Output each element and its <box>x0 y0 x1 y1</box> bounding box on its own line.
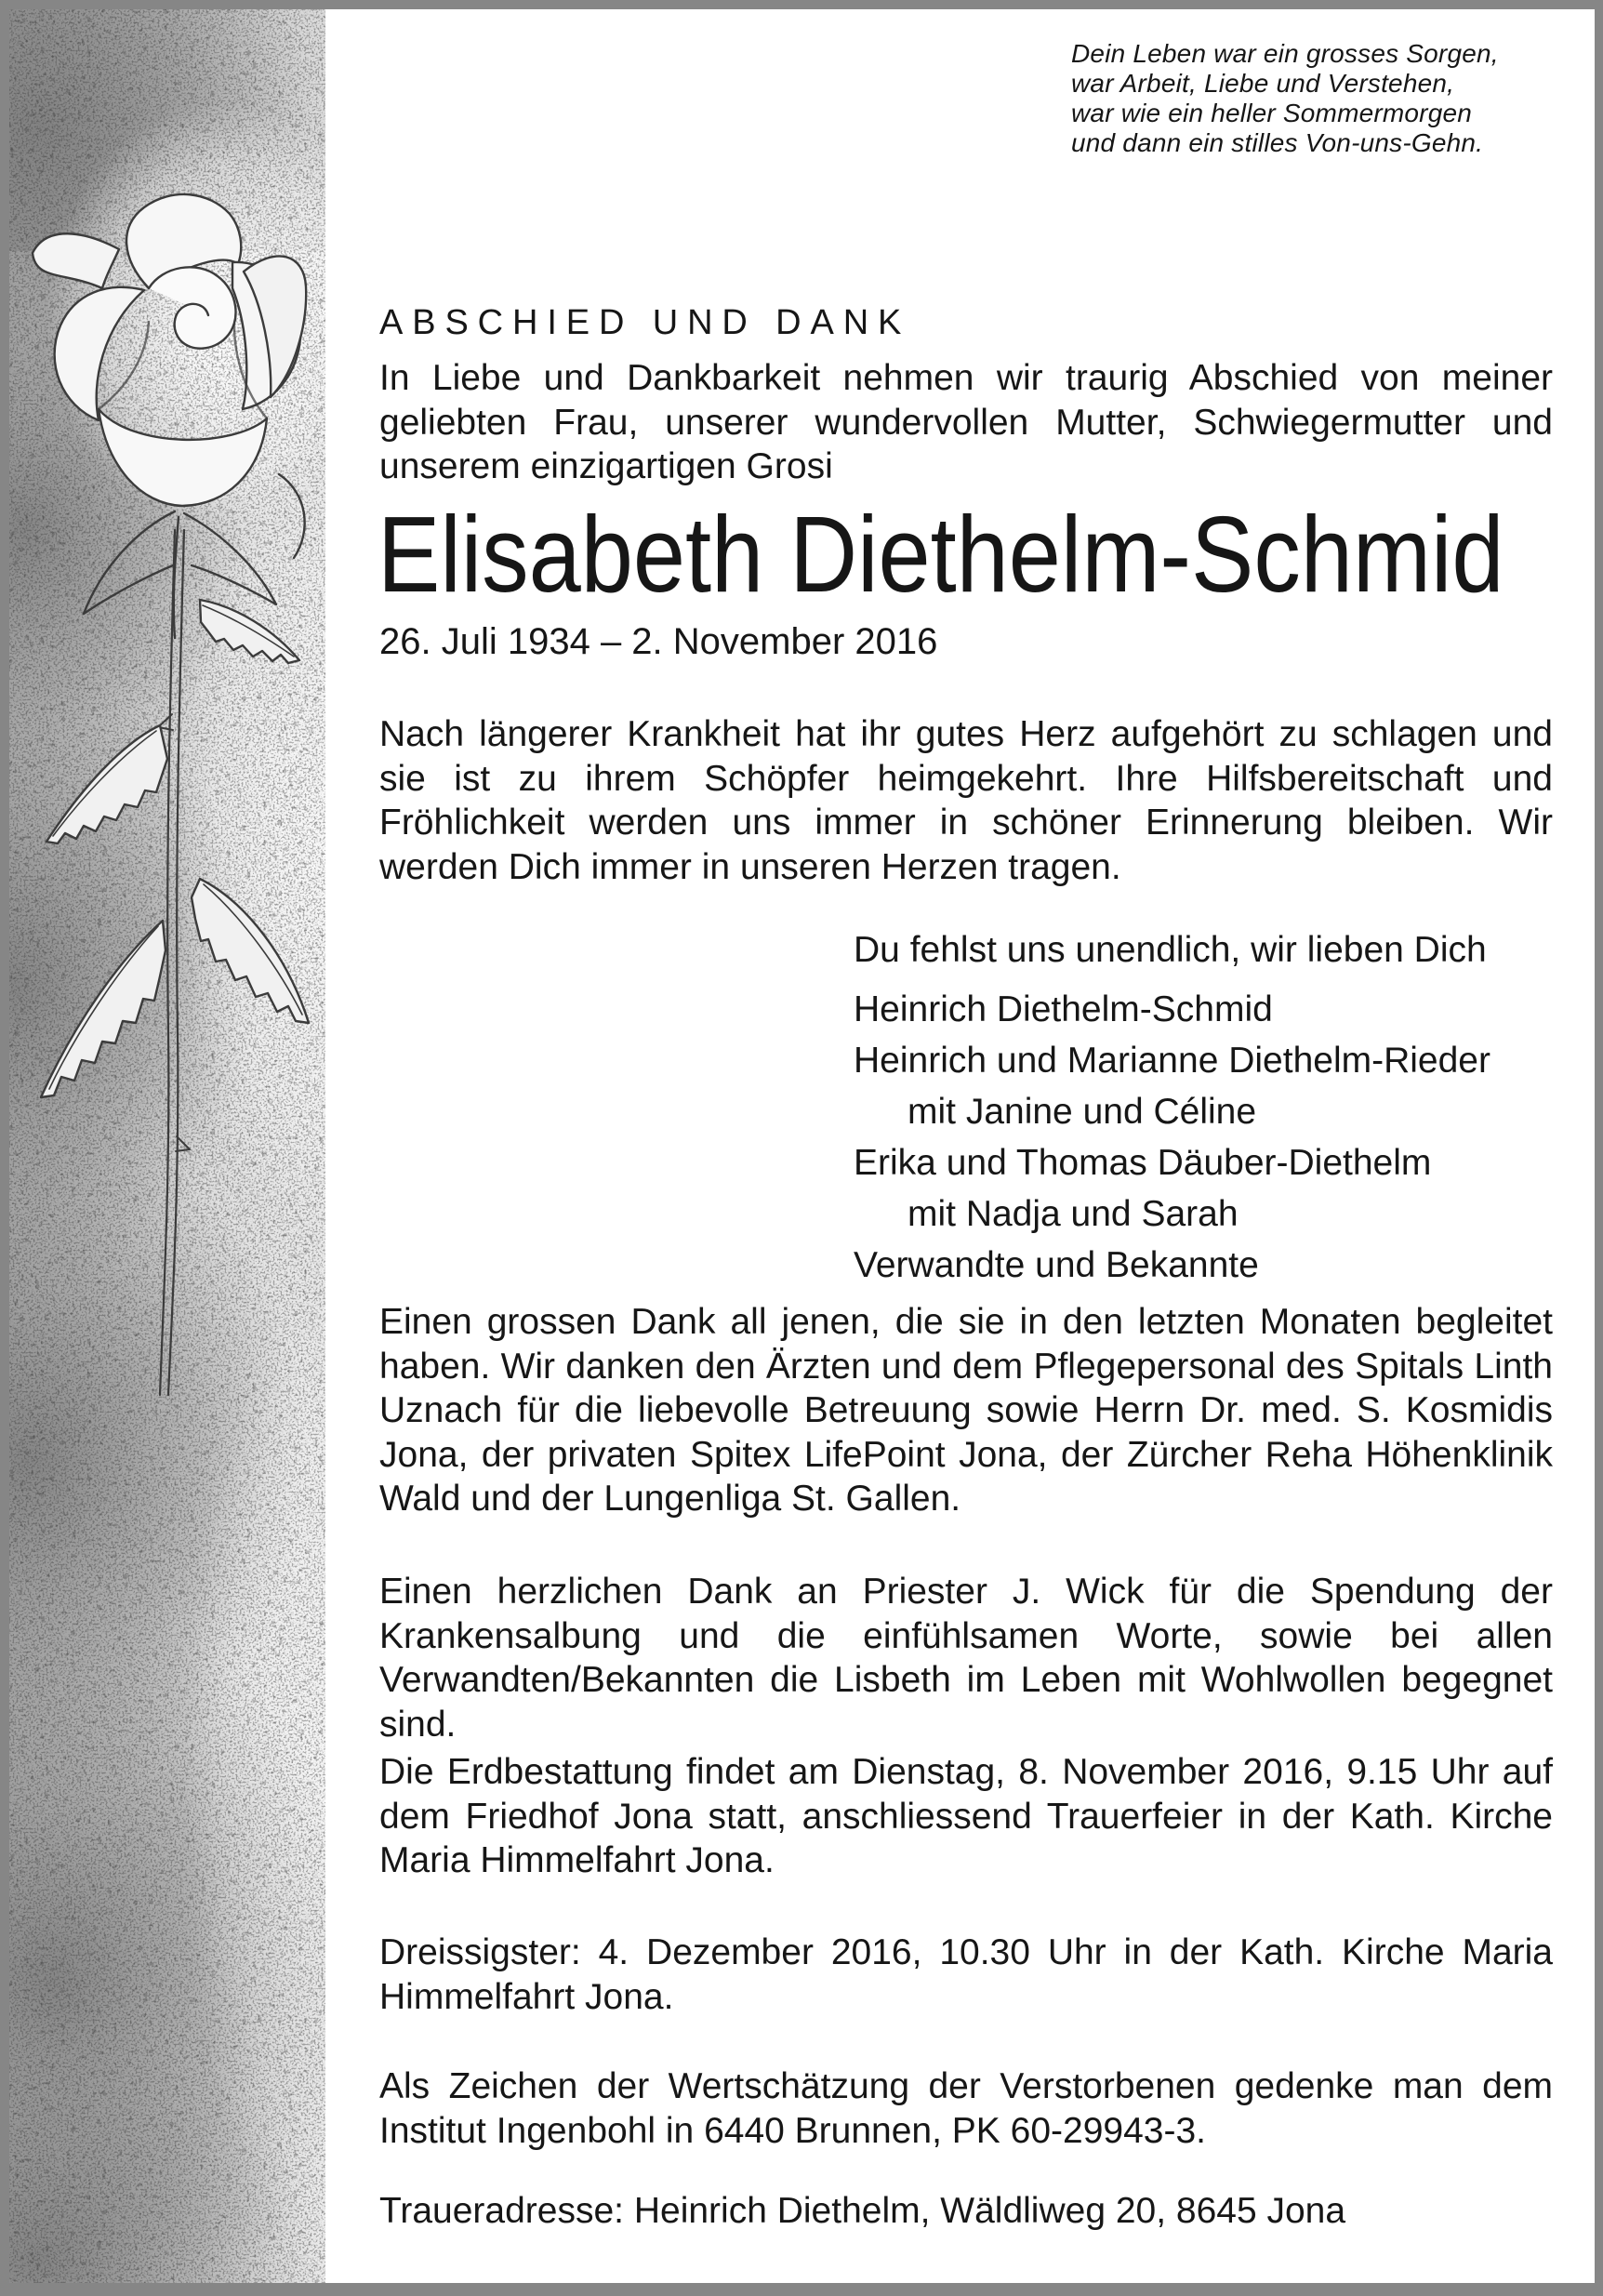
epigraph-line: war wie ein heller Sommermorgen <box>1071 99 1473 127</box>
farewell-line: Du fehlst uns unendlich, wir lieben Dich <box>854 930 1487 970</box>
page-title: ABSCHIED UND DANK <box>379 303 911 342</box>
thanks-priest-paragraph: Einen herzlichen Dank an Priester J. Wick für die Spendung der Krankensalbung und die einfühlsamen Worte, sowie bei allen Verwandten/Bekannten die Lisbeth im Leben mit Wohlwollen begegnet sind. <box>379 1572 1553 1745</box>
mourner-item: Heinrich Diethelm-Schmid <box>854 989 1273 1029</box>
mourner-item: Erika und Thomas Däuber-Diethelm <box>854 1143 1432 1183</box>
thanks-caregivers-paragraph: Einen grossen Dank all jenen, die sie in den letzten Monaten begleitet haben. Wir danken den Ärzten und dem Pflegepersonal des Spitals Linth Uznach für die liebevolle Betreuung sowie Herrn Dr. med. S. Kosmidis Jona, der privaten Spitex LifePoint Jona, der Zürcher Reha Höhenklinik Wald und der Lungenliga St. Gallen. <box>379 1302 1553 1519</box>
mourner-item-grandchildren: mit Janine und Céline <box>907 1092 1257 1132</box>
deceased-name: Elisabeth Diethelm-Schmid <box>378 494 1504 615</box>
thirtieth-mass-paragraph: Dreissigster: 4. Dezember 2016, 10.30 Uhr in der Kath. Kirche Maria Himmelfahrt Jona. <box>379 1932 1553 2017</box>
rose-sketch-svg <box>9 9 325 2283</box>
epigraph-line: war Arbeit, Liebe und Verstehen, <box>1071 69 1455 98</box>
mourner-item: Verwandte und Bekannte <box>854 1245 1259 1285</box>
obituary-paragraph: Nach längerer Krankheit hat ihr gutes Herz aufgehört zu schlagen und sie ist zu ihrem Schöpfer heimgekehrt. Ihre Hilfsbereitschaft und Fröhlichkeit werden uns immer in schöner Erinnerung bleiben. Wir werden Dich immer in unseren Herzen tragen. <box>379 714 1553 887</box>
epigraph-line: und dann ein stilles Von-uns-Gehn. <box>1071 128 1484 157</box>
epigraph-line: Dein Leben war ein grosses Sorgen, <box>1071 39 1499 68</box>
rose-sketch <box>9 9 325 2283</box>
epigraph-poem <box>1071 39 1555 158</box>
intro-paragraph: In Liebe und Dankbarkeit nehmen wir traurig Abschied von meiner geliebten Frau, unserer wundervollen Mutter, Schwiegermutter und unserem einzigartigen Grosi <box>379 358 1553 486</box>
mourners-list <box>854 984 1490 1291</box>
donation-paragraph: Als Zeichen der Wertschätzung der Verstorbenen gedenke man dem Institut Ingenbohl in 6440 Brunnen, PK 60-29943-3. <box>379 2066 1553 2151</box>
mourning-address: Traueradresse: Heinrich Diethelm, Wäldliweg 20, 8645 Jona <box>379 2191 1346 2231</box>
burial-details-paragraph: Die Erdbestattung findet am Dienstag, 8. November 2016, 9.15 Uhr auf dem Friedhof Jona statt, anschliessend Trauerfeier in der Kath. Kirche Maria Himmelfahrt Jona. <box>379 1752 1553 1880</box>
life-dates: 26. Juli 1934 – 2. November 2016 <box>379 621 938 662</box>
mourner-item: Heinrich und Marianne Diethelm-Rieder <box>854 1041 1490 1081</box>
mourner-item-grandchildren: mit Nadja und Sarah <box>907 1194 1239 1234</box>
